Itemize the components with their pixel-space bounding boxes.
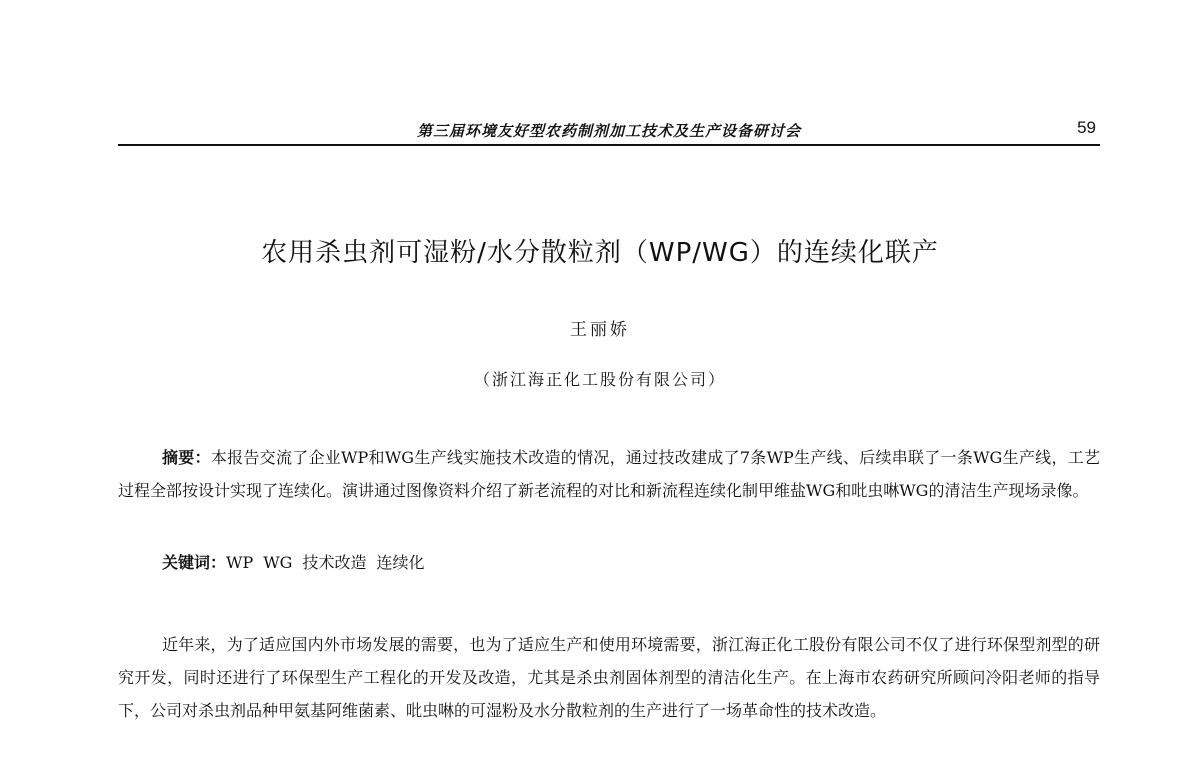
page-number: 59 bbox=[1077, 118, 1096, 137]
keyword-item: 技术改造 bbox=[302, 553, 367, 572]
keywords-label: 关键词： bbox=[162, 553, 227, 572]
keyword-item: WP bbox=[226, 553, 254, 572]
keyword-item: WG bbox=[263, 553, 293, 572]
author-name: 王丽娇 bbox=[570, 320, 630, 340]
abstract-text: 本报告交流了企业WP和WG生产线实施技术改造的情况，通过技改建成了7条WP生产线、后续串联了一条WG生产线，工艺过程全部按设计实现了连续化。演讲通过图像资料介绍了新老流程的对比和新流程连续化制甲维盐WG和吡虫啉WG的清洁生产现场录像。 bbox=[118, 448, 1100, 500]
body-text bbox=[118, 628, 1100, 727]
body-paragraph: 近年来，为了适应国内外市场发展的需要，也为了适应生产和使用环境需要，浙江海正化工股份有限公司不仅了进行环保型剂型的研究开发，同时还进行了环保型生产工程化的开发及改造，尤其是杀虫剂固体剂型的清洁化生产。在上海市农药研究所顾问冷阳老师的指导下，公司对杀虫剂品种甲氨基阿维菌素、吡虫啉的可湿粉及水分散粒剂的生产进行了一场革命性的技术改造。 bbox=[118, 635, 1100, 720]
article-title: 农用杀虫剂可湿粉/水分散粒剂（WP/WG）的连续化联产 bbox=[261, 238, 939, 268]
conference-name: 第三届环境友好型农药制剂加工技术及生产设备研讨会 bbox=[416, 122, 801, 140]
keywords bbox=[118, 546, 1144, 579]
abstract bbox=[118, 441, 1100, 507]
abstract-label: 摘要： bbox=[162, 448, 211, 467]
abstract-paragraph bbox=[118, 441, 1100, 507]
author-affiliation: （浙江海正化工股份有限公司） bbox=[473, 370, 726, 389]
running-header bbox=[118, 112, 1100, 146]
keyword-item: 连续化 bbox=[376, 553, 425, 572]
